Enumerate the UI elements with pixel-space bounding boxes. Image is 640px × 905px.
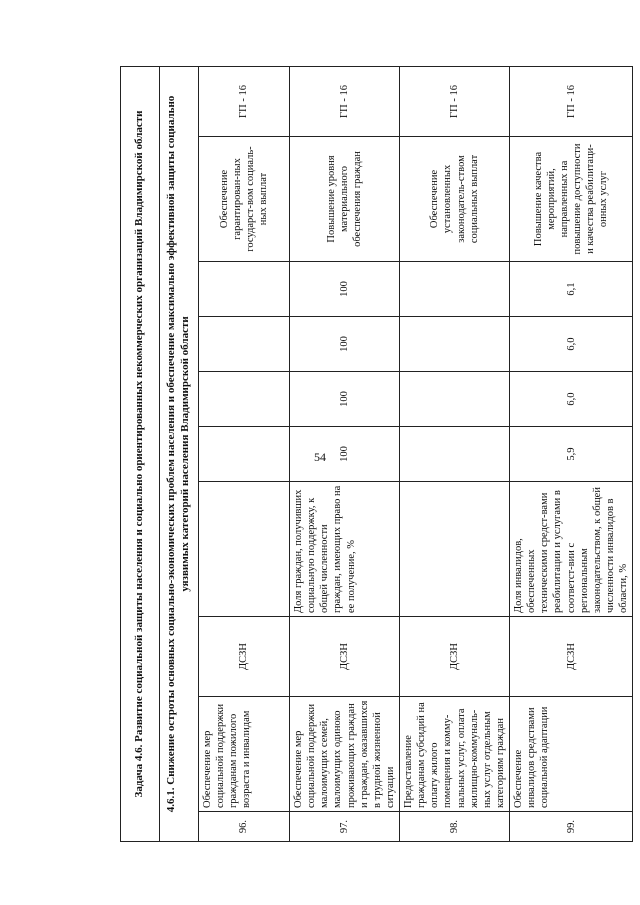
rotated-table-sheet (120, 67, 629, 842)
row-number: 99. (510, 812, 633, 842)
indicator-cell (199, 482, 290, 617)
measures-table (120, 66, 633, 842)
measure-cell: Обеспечение инвалидов средствами социальной адаптации (510, 697, 633, 812)
indicator-cell (400, 482, 510, 617)
result-cell: Обеспечение установленных законодатель-ством социальных выплат (400, 137, 510, 262)
value-cell (199, 372, 290, 427)
value-cell: 100 (290, 372, 400, 427)
indicator-cell: Доля инвалидов, обеспеченных техническими средст-вами реабилитации и услугами в соответст-вии с региональным законодательством, к общей численности инвалидов в области, % (510, 482, 633, 617)
measure-cell: Обеспечение мер социальной поддержки малоимущих семей, малоимущих одиноко проживающих граждан и граждан, оказавшихся в трудной жизненной ситуации (290, 697, 400, 812)
table-row (400, 66, 510, 841)
task-title: Задача 4.6. Развитие социальной защиты населения и социально ориентированных некоммерческих организаций Владимирской области (121, 66, 160, 841)
value-cell: 5,9 (510, 427, 633, 482)
subsection-title: 4.6.1. Снижение остроты основных социально-экономических проблем населения и обеспечение максимально эффективной защиты социально уязвимых категорий населения Владимирской области (160, 66, 199, 841)
value-cell (400, 317, 510, 372)
program-cell: ГП - 16 (510, 66, 633, 136)
value-cell: 6,1 (510, 262, 633, 317)
value-cell (400, 372, 510, 427)
measure-cell: Предоставление гражданам субсидий на оплату жилого помещения и комму-нальных услуг, оплата жилищно-коммуналь-ных услуг отдельным категориям граждан (400, 697, 510, 812)
result-cell: Повышение качества мероприятий, направленных на повышение доступности и качества реабилитаци-онных услуг (510, 137, 633, 262)
executor-cell: ДСЗН (199, 617, 290, 697)
row-number: 98. (400, 812, 510, 842)
value-cell: 6,0 (510, 372, 633, 427)
executor-cell: ДСЗН (510, 617, 633, 697)
value-cell (199, 262, 290, 317)
value-cell: 100 (290, 427, 400, 482)
value-cell: 100 (290, 317, 400, 372)
page-number: 54 (314, 450, 326, 464)
program-cell: ГП - 16 (400, 66, 510, 136)
executor-cell: ДСЗН (290, 617, 400, 697)
measure-cell: Обеспечение мер социальной поддержки гражданам пожилого возраста и инвалидам (199, 697, 290, 812)
value-cell (400, 427, 510, 482)
result-cell: Обеспечение гарантирован-ных государст-вом социаль-ных выплат (199, 137, 290, 262)
table-row (510, 66, 633, 841)
value-cell (199, 317, 290, 372)
table-row (290, 66, 400, 841)
row-number: 97. (290, 812, 400, 842)
executor-cell: ДСЗН (400, 617, 510, 697)
table-row (199, 66, 290, 841)
program-cell: ГП - 16 (199, 66, 290, 136)
value-cell (199, 427, 290, 482)
value-cell (400, 262, 510, 317)
result-cell: Повышение уровня материального обеспечения граждан (290, 137, 400, 262)
value-cell: 100 (290, 262, 400, 317)
indicator-cell: Доля граждан, получивших социальную поддержку, к общей численности граждан, имеющих право на ее получение, % (290, 482, 400, 617)
program-cell: ГП - 16 (290, 66, 400, 136)
row-number: 96. (199, 812, 290, 842)
value-cell: 6,0 (510, 317, 633, 372)
